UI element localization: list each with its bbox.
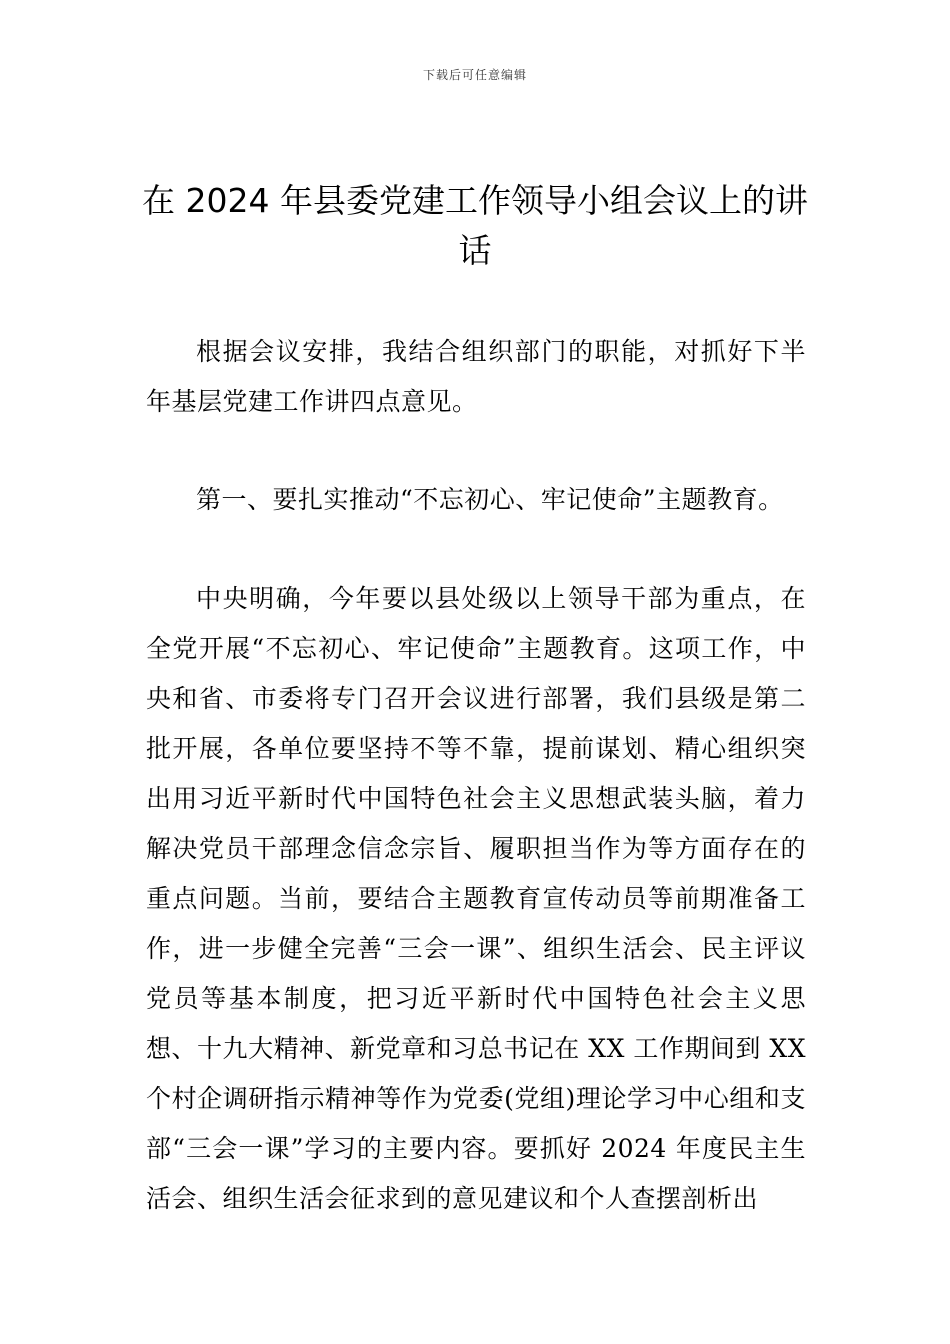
- paragraph-body: 中央明确，今年要以县处级以上领导干部为重点，在全党开展“不忘初心、牢记使命”主题教育。这项工作，中央和省、市委将专门召开会议进行部署，我们县级是第二批开展，各单位要坚持不等不靠，提前谋划、精心组织突出用习近平新时代中国特色社会主义思想武装头脑，着力解决党员干部理念信念宗旨、履职担当作为等方面存在的重点问题。当前，要结合主题教育宣传动员等前期准备工作，进一步健全完善“三会一课”、组织生活会、民主评议党员等基本制度，把习近平新时代中国特色社会主义思想、十九大精神、新党章和习总书记在 XX 工作期间到 XX 个村企调研指示精神等作为党委(党组)理论学习中心组和支部“三会一课”学习的主要内容。要抓好 2024 年度民主生活会、组织生活会征求到的意见建议和个人查摆剖析出: [146, 584, 806, 1213]
- paragraph-section-heading: 第一、要扎实推动“不忘初心、牢记使命”主题教育。: [196, 485, 784, 514]
- header-note: 下载后可任意编辑: [422, 68, 527, 82]
- document-title: 在 2024 年县委党建工作领导小组会议上的讲话: [142, 181, 808, 270]
- paragraph-intro: 根据会议安排，我结合组织部门的职能，对抓好下半年基层党建工作讲四点意见。: [146, 337, 806, 416]
